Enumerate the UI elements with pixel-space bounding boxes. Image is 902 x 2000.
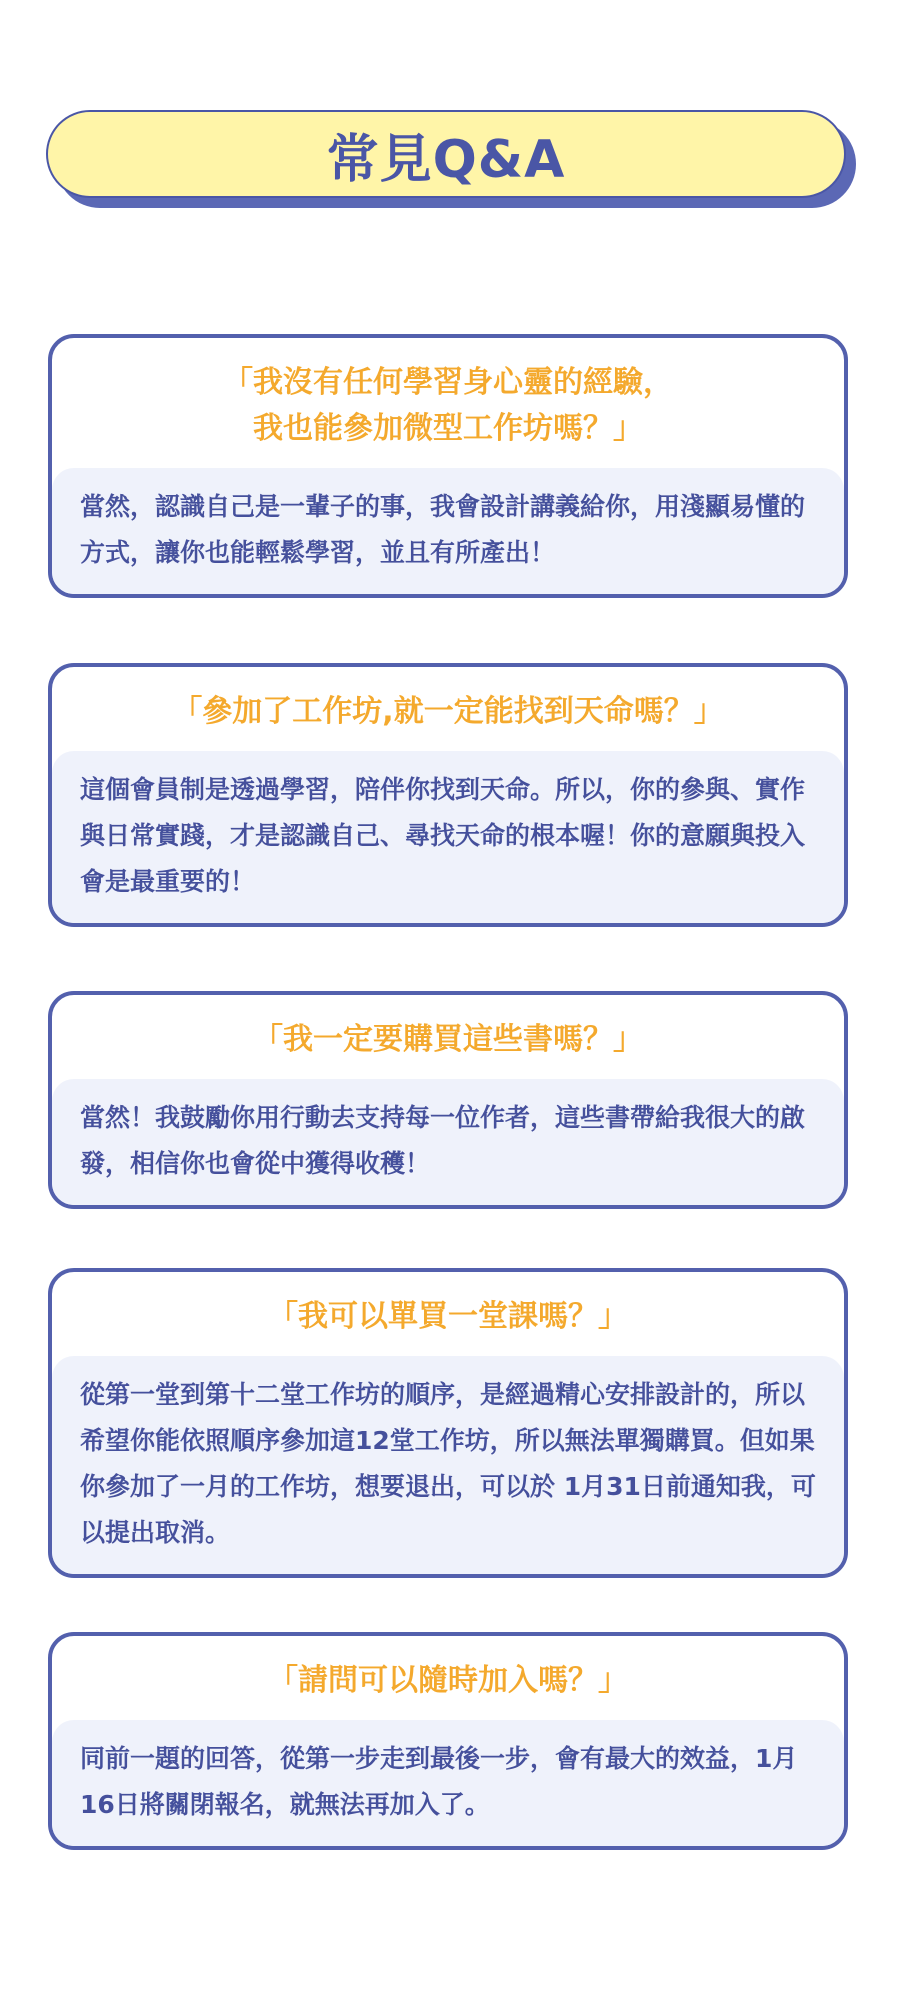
faq-question: 「我沒有任何學習身心靈的經驗， 我也能參加微型工作坊嗎？」 — [223, 365, 673, 446]
page-title-banner — [46, 110, 846, 208]
faq-answer: 當然，認識自己是一輩子的事，我會設計講義給你，用淺顯易懂的方式，讓你也能輕鬆學習，並且有所產出！ — [52, 468, 844, 594]
faq-card-2 — [48, 663, 848, 927]
faq-card-1 — [48, 334, 848, 598]
faq-question: 「請問可以隨時加入嗎？」 — [268, 1663, 628, 1698]
faq-question: 「我可以單買一堂課嗎？」 — [268, 1299, 628, 1334]
faq-answer: 這個會員制是透過學習，陪伴你找到天命。所以，你的參與、實作與日常實踐，才是認識自己、尋找天命的根本喔！你的意願與投入會是最重要的！ — [52, 751, 844, 923]
faq-card-3 — [48, 991, 848, 1209]
faq-card-5 — [48, 1632, 848, 1850]
faq-answer: 從第一堂到第十二堂工作坊的順序，是經過精心安排設計的，所以希望你能依照順序參加這12堂工作坊，所以無法單獨購買。但如果你參加了一月的工作坊，想要退出，可以於 1月31日前通知我，可以提出取消。 — [52, 1356, 844, 1574]
faq-answer: 當然！我鼓勵你用行動去支持每一位作者，這些書帶給我很大的啟發，相信你也會從中獲得收穫！ — [52, 1079, 844, 1205]
faq-answer: 同前一題的回答，從第一步走到最後一步，會有最大的效益，1月16日將關閉報名，就無法再加入了。 — [52, 1720, 844, 1846]
faq-card-4 — [48, 1268, 848, 1578]
title-banner-pill — [46, 110, 846, 198]
faq-question: 「我一定要購買這些書嗎？」 — [253, 1022, 643, 1057]
page-title: 常見Q&A — [326, 129, 566, 190]
faq-question: 「參加了工作坊,就一定能找到天命嗎？」 — [172, 694, 724, 729]
